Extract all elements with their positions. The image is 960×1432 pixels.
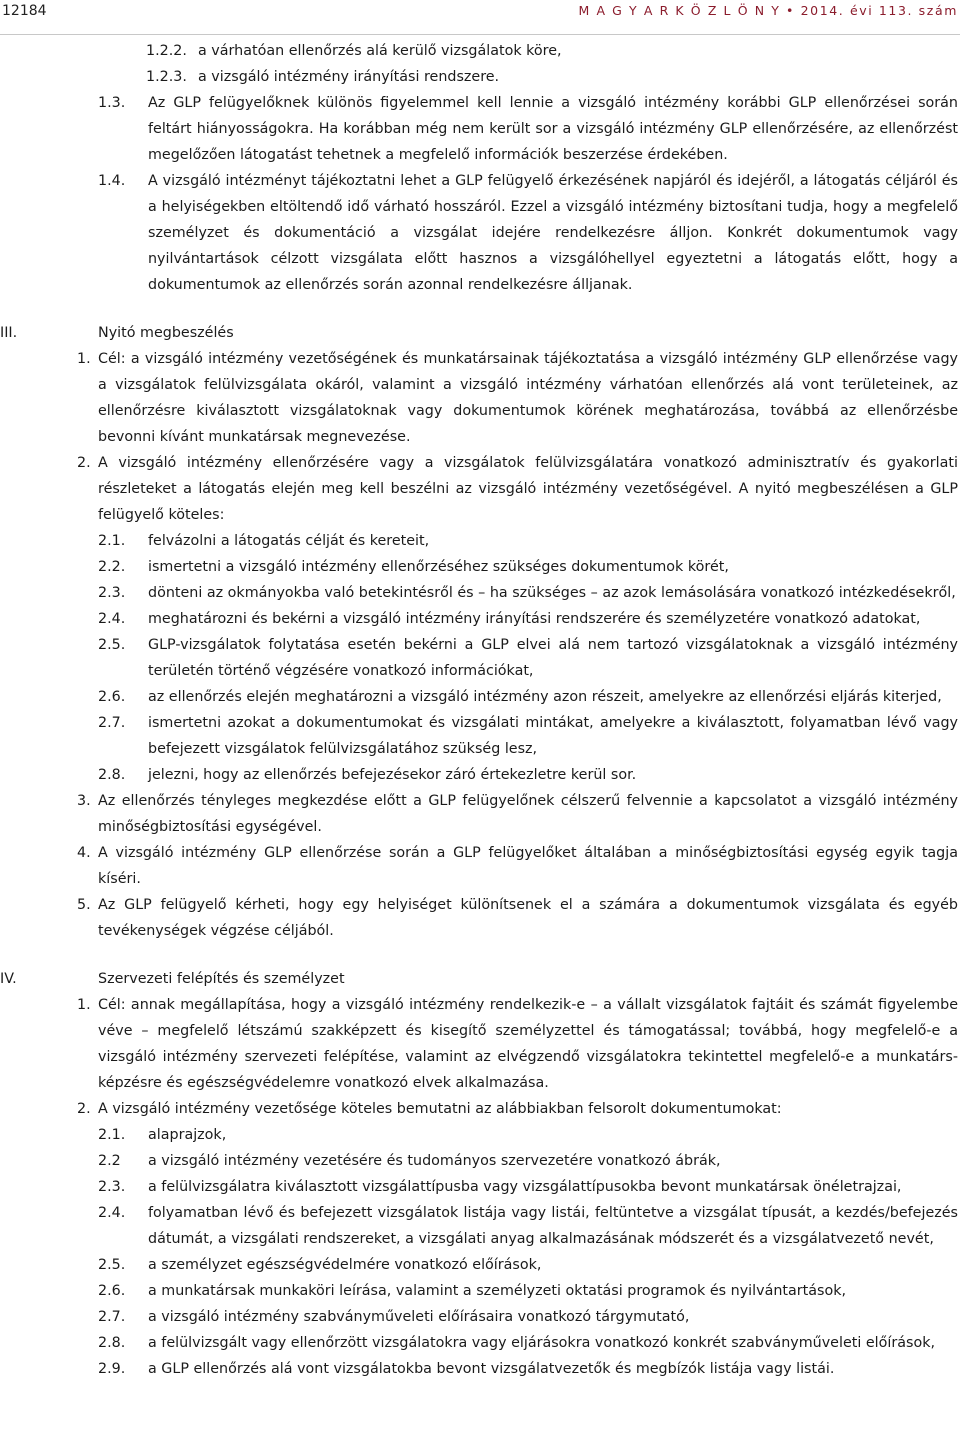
list-item — [0, 1304, 960, 1330]
item-text: Nyitó megbeszélés — [98, 325, 234, 341]
list-item — [0, 1200, 960, 1252]
list-item — [0, 1122, 960, 1148]
item-number: 4. — [77, 845, 91, 861]
item-number: 2.2 — [98, 1153, 121, 1169]
running-title: M A G Y A R K Ö Z L Ö N Y • 2014. évi 113. szám — [578, 3, 958, 18]
item-text: Cél: a vizsgáló intézmény vezetőségének és munkatársainak tájékoztatása a vizsgáló intézmény GLP ellenőrzése vagy a vizsgálatok felülvizsgálata okáról, valamint a vizsgáló intézmény várhatóan ellenőrzés alá vont területeinek, az ellenőrzésre kiválasztott vizsgálatoknak vagy dokumentumok körének meghatározása, továbbá az ellenőrzésbe bevonni kívánt munkatársak megnevezése. — [98, 351, 958, 445]
list-item — [0, 762, 960, 788]
item-number: 3. — [77, 793, 91, 809]
item-text: A vizsgáló intézmény GLP ellenőrzése során a GLP felügyelőket általában a minőségbiztosítási egység egyik tagja kíséri. — [98, 845, 958, 887]
item-text: a felülvizsgált vagy ellenőrzött vizsgálatokra vagy eljárásokra vonatkozó konkrét szabványműveleti előírások, — [148, 1335, 936, 1351]
list-item — [0, 38, 960, 64]
item-text: ismertetni a vizsgáló intézmény ellenőrzéséhez szükséges dokumentumok körét, — [148, 559, 729, 575]
item-number: 2.3. — [98, 1179, 126, 1195]
section-gap — [0, 944, 960, 966]
item-text: Az ellenőrzés tényleges megkezdése előtt a GLP felügyelőnek célszerű felvennie a kapcsolatot a vizsgáló intézmény minőségbiztosítási egységével. — [98, 793, 958, 835]
list-item — [0, 168, 960, 298]
item-text: a várhatóan ellenőrzés alá kerülő vizsgálatok köre, — [198, 43, 562, 59]
item-text: dönteni az okmányokba való betekintésről és – ha szükséges – az azok lemásolására vonatkozó intézkedésekről, — [148, 585, 956, 601]
item-text: felvázolni a látogatás célját és kereteit, — [148, 533, 430, 549]
list-item — [0, 1252, 960, 1278]
item-number: 2.8. — [98, 767, 126, 783]
list-item — [0, 90, 960, 168]
item-number: 1.3. — [98, 95, 126, 111]
list-item — [0, 580, 960, 606]
section-gap — [0, 298, 960, 320]
list-item — [0, 684, 960, 710]
item-number: 5. — [77, 897, 91, 913]
list-item — [0, 554, 960, 580]
item-text: a GLP ellenőrzés alá vont vizsgálatokba bevont vizsgálatvezetők és megbízók listája vagy listái. — [148, 1361, 835, 1377]
document-body — [0, 38, 960, 1382]
list-item — [0, 892, 960, 944]
list-item — [0, 528, 960, 554]
item-number: 2.4. — [98, 1205, 126, 1221]
item-number: 2.6. — [98, 689, 126, 705]
list-item — [0, 632, 960, 684]
item-text: a munkatársak munkaköri leírása, valamint a személyzeti oktatási programok és nyilvántartások, — [148, 1283, 847, 1299]
item-number: 1.2.2. — [146, 43, 187, 59]
item-text: A vizsgáló intézményt tájékoztatni lehet a GLP felügyelő érkezésének napjáról és idejéről, a látogatás céljáról és a helyiségekben eltöltendő idő várható hosszáról. Ezzel a vizsgáló intézmény biztosítani tudja, hogy a megfelelő személyzet és dokumentáció a vizsgálat idejére rendelkezésre álljon. Konkrét dokumentumok vagy nyilvántartások célzott vizsgálata előtt hasznos a vizsgálóhellyel egyeztetni a látogatás előtt, hogy a dokumentumok az ellenőrzés során azonnal rendelkezésre álljanak. — [148, 173, 958, 293]
item-text: alaprajzok, — [148, 1127, 227, 1143]
item-number: 1. — [77, 997, 91, 1013]
item-number: 2.7. — [98, 1309, 126, 1325]
item-text: a vizsgáló intézmény szabványműveleti előírásaira vonatkozó tárgymutató, — [148, 1309, 690, 1325]
item-number: 2. — [77, 1101, 91, 1117]
page-number: 12184 — [2, 3, 47, 19]
item-number: 2.8. — [98, 1335, 126, 1351]
item-number: 2.3. — [98, 585, 126, 601]
list-item — [0, 606, 960, 632]
item-number: 2.7. — [98, 715, 126, 731]
list-item — [0, 1096, 960, 1122]
list-item — [0, 1174, 960, 1200]
item-text: Cél: annak megállapítása, hogy a vizsgáló intézmény rendelkezik-e – a vállalt vizsgálatok fajtáit és számát figyelembe véve – megfelelő létszámú szakképzett és kisegítő személyzettel és támogatással; továbbá, hogy megfelelő-e a vizsgáló intézmény szervezeti felépítése, valamint az elvégzendő vizsgálatokra tekintettel megfelelő-e a munkatársképzésre és egészségvédelemre vonatkozó elvek alkalmazása. — [98, 997, 958, 1091]
list-item — [0, 1148, 960, 1174]
item-number: 2.1. — [98, 533, 126, 549]
list-item — [0, 320, 960, 346]
item-number: 2.2. — [98, 559, 126, 575]
item-text: jelezni, hogy az ellenőrzés befejezésekor záró értekezletre kerül sor. — [148, 767, 637, 783]
list-item — [0, 1330, 960, 1356]
list-item — [0, 1356, 960, 1382]
item-number: IV. — [0, 971, 17, 987]
item-text: Szervezeti felépítés és személyzet — [98, 971, 345, 987]
item-text: GLP-vizsgálatok folytatása esetén bekérni a GLP elvei alá nem tartozó vizsgálatoknak a vizsgáló intézmény területén történő végzésére vonatkozó információkat, — [148, 637, 958, 679]
item-number: 2.1. — [98, 1127, 126, 1143]
item-number: 2. — [77, 455, 91, 471]
item-number: 2.5. — [98, 637, 126, 653]
item-text: A vizsgáló intézmény ellenőrzésére vagy a vizsgálatok felülvizsgálatára vonatkozó adminisztratív és gyakorlati részleteket a látogatás elején meg kell beszélni az vizsgáló intézmény vezetőségével. A nyitó megbeszélésen a GLP felügyelő köteles: — [98, 455, 958, 523]
list-item — [0, 346, 960, 450]
item-number: 2.5. — [98, 1257, 126, 1273]
list-item — [0, 788, 960, 840]
list-item — [0, 710, 960, 762]
list-item — [0, 992, 960, 1096]
list-item — [0, 840, 960, 892]
item-number: 2.9. — [98, 1361, 126, 1377]
item-number: 2.6. — [98, 1283, 126, 1299]
list-item — [0, 64, 960, 90]
list-item — [0, 966, 960, 992]
item-text: a vizsgáló intézmény vezetésére és tudományos szervezetére vonatkozó ábrák, — [148, 1153, 721, 1169]
item-text: ismertetni azokat a dokumentumokat és vizsgálati mintákat, amelyekre a kiválasztott, folyamatban lévő vagy befejezett vizsgálatok felülvizsgálatához szükség lesz, — [148, 715, 958, 757]
item-text: az ellenőrzés elején meghatározni a vizsgáló intézmény azon részeit, amelyekre az ellenőrzési eljárás kiterjed, — [148, 689, 942, 705]
list-item — [0, 1278, 960, 1304]
item-number: III. — [0, 325, 18, 341]
item-text: folyamatban lévő és befejezett vizsgálatok listája vagy listái, feltüntetve a vizsgálat típusát, a kezdés/befejezés dátumát, a vizsgálati rendszereket, a vizsgálati anyag alkalmazásának módszerét és a vizsgálatvezető nevét, — [148, 1205, 958, 1247]
page-header — [0, 0, 960, 35]
item-text: Az GLP felügyelőknek különös figyelemmel kell lennie a vizsgáló intézmény korábbi GLP ellenőrzései során feltárt hiányosságokra. Ha korábban még nem került sor a vizsgáló intézmény GLP ellenőrzésére, az ellenőrzést megelőzően látogatást tehetnek a megfelelő információk beszerzése érdekében. — [148, 95, 958, 163]
item-text: a személyzet egészségvédelmére vonatkozó előírások, — [148, 1257, 542, 1273]
item-number: 1.2.3. — [146, 69, 187, 85]
item-text: A vizsgáló intézmény vezetősége köteles bemutatni az alábbiakban felsorolt dokumentumokat: — [98, 1101, 782, 1117]
item-text: a felülvizsgálatra kiválasztott vizsgálattípusba vagy vizsgálattípusokba bevont munkatársak önéletrajzai, — [148, 1179, 902, 1195]
item-text: Az GLP felügyelő kérheti, hogy egy helyiséget különítsenek el a számára a dokumentumok vizsgálata és egyéb tevékenységek végzése céljából. — [98, 897, 958, 939]
item-number: 2.4. — [98, 611, 126, 627]
item-number: 1. — [77, 351, 91, 367]
item-text: a vizsgáló intézmény irányítási rendszere. — [198, 69, 500, 85]
list-item — [0, 450, 960, 528]
item-text: meghatározni és bekérni a vizsgáló intézmény irányítási rendszerére és személyzetére vonatkozó adatokat, — [148, 611, 921, 627]
item-number: 1.4. — [98, 173, 126, 189]
